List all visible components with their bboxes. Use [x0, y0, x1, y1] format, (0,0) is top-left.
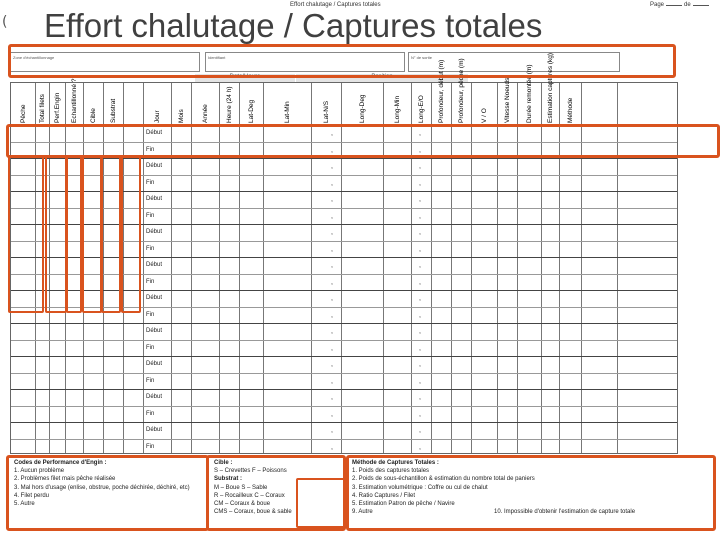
highlight-col-echant [82, 155, 102, 313]
legend-item: CMS – Coraux, boue & sable [214, 509, 292, 516]
legend-substrat-title: Substrat : [214, 476, 243, 483]
decimal-separator: , [331, 278, 333, 286]
decimal-separator: , [419, 427, 421, 434]
highlight-col-substrat [121, 155, 141, 313]
decimal-separator: , [331, 344, 333, 352]
column-header: Méthode [566, 97, 574, 123]
column-header: Profondeur, début (m) [437, 59, 445, 123]
row-label: Fin [146, 344, 155, 351]
group-header-date: Date/Heure [195, 74, 295, 82]
row-label: Début [146, 229, 163, 235]
slide-title: Effort chalutage / Captures totales [44, 7, 543, 44]
decimal-separator: , [419, 295, 421, 302]
column-header: Durée remontée (m) [525, 64, 533, 123]
highlight-substrat-detail [296, 478, 348, 528]
row-label: Fin [146, 179, 155, 186]
row-label: Fin [146, 278, 155, 285]
highlight-col-cible [101, 155, 121, 313]
grid-row-line [11, 323, 677, 324]
decimal-separator: , [419, 410, 421, 418]
row-label: Début [146, 328, 163, 334]
info-label: Zone d'échantillonnage [13, 55, 55, 60]
decimal-separator: , [419, 344, 421, 352]
page-blank[interactable] [666, 5, 682, 6]
row-label: Fin [146, 146, 155, 153]
decimal-separator: , [331, 443, 333, 451]
legend-item: 5. Autre [14, 501, 35, 508]
decimal-separator: , [419, 163, 421, 170]
highlight-info-row [8, 44, 676, 78]
grid-row-line [11, 389, 677, 390]
legend-item: 4. Filet perdu [14, 492, 50, 499]
grid-row-line [11, 356, 677, 357]
decimal-separator: , [331, 361, 333, 368]
row-label: Fin [146, 377, 155, 384]
decimal-separator: , [419, 196, 421, 203]
form-header: Effort chalutage / Captures totales [290, 2, 381, 8]
decimal-separator: , [419, 146, 421, 154]
highlight-first-trawl [6, 124, 720, 158]
decimal-separator: , [419, 130, 421, 137]
decimal-separator: , [331, 229, 333, 236]
decimal-separator: , [331, 377, 333, 385]
legend-item: 2. Problèmes filet mais pêche réalisée [14, 476, 116, 483]
legend-item: 4. Ratio Captures / Filet [352, 492, 416, 499]
decimal-separator: , [419, 179, 421, 187]
row-label: Fin [146, 311, 155, 318]
legend-item: R – Rocailleux C – Coraux [214, 492, 285, 499]
row-label: Début [146, 196, 163, 202]
highlight-col-perf [66, 155, 82, 313]
column-header: Estimation captures (kg) [546, 52, 554, 123]
column-header: Profondeur, pêche (m) [457, 58, 465, 123]
decimal-separator: , [419, 361, 421, 368]
decimal-separator: , [419, 311, 421, 319]
column-header: Long-Deg [358, 94, 366, 123]
decimal-separator: , [419, 328, 421, 335]
info-label: Identifiant [208, 55, 226, 60]
highlight-legend-perf [6, 455, 209, 531]
column-header: Année [201, 104, 209, 123]
page-word: Page [650, 2, 665, 8]
row-label: Fin [146, 245, 155, 252]
row-label: Fin [146, 410, 155, 417]
decimal-separator: , [331, 262, 333, 269]
legend-methode-title: Méthode de Captures Totales : [352, 460, 439, 466]
row-label: Début [146, 427, 163, 433]
info-label: N° de sortie [411, 55, 432, 60]
decimal-separator: , [331, 163, 333, 170]
column-header: Substrat [109, 98, 117, 123]
decimal-separator: , [331, 295, 333, 302]
decimal-separator: , [331, 427, 333, 434]
legend-item: 3. Estimation volumétrique : Coffre ou cul de chalut [352, 484, 488, 491]
decimal-separator: , [331, 196, 333, 203]
of-word: de [684, 2, 691, 8]
group-header-position: Position [296, 74, 468, 82]
column-header: Mois [177, 109, 185, 123]
legend-item: S – Crevettes F – Poissons [214, 468, 287, 475]
column-header: Perf.Engin [53, 92, 61, 123]
decimal-separator: , [419, 262, 421, 269]
highlight-col-filets [45, 155, 67, 313]
decimal-separator: , [331, 130, 333, 137]
decimal-separator: , [331, 410, 333, 418]
column-header: Lat-Deg [247, 99, 255, 123]
decimal-separator: , [419, 245, 421, 253]
decimal-separator: , [331, 311, 333, 319]
legend-cible-title: Cible : [214, 460, 233, 466]
row-label: Fin [146, 212, 155, 219]
legend-methode-item10: 10. Impossible d'obtenir l'estimation de capture totale [494, 509, 636, 515]
legend-item: CM – Coraux & boue [214, 501, 271, 508]
grid-row-line [11, 406, 677, 407]
row-label: Début [146, 130, 163, 136]
decimal-separator: , [331, 179, 333, 187]
legend-item: 5. Estimation Patron de pêche / Navire [352, 501, 455, 508]
left-margin-mark: ( [2, 14, 8, 30]
column-header: Heure (24 h) [225, 86, 233, 123]
column-header: Vitesse Noeuds [503, 77, 511, 123]
row-label: Début [146, 394, 163, 400]
column-header: Long-Min [393, 95, 401, 123]
legend-item: 2. Poids de sous-échantillon & estimation du nombre total de paniers [352, 476, 535, 483]
decimal-separator: , [419, 212, 421, 220]
column-header: Pêche [19, 104, 27, 123]
column-header: Jour [153, 110, 161, 123]
total-blank[interactable] [693, 5, 709, 6]
highlight-legend-methode [346, 455, 716, 531]
decimal-separator: , [331, 146, 333, 154]
decimal-separator: , [419, 229, 421, 236]
legend-item: 3. Mal hors d'usage (enlise, obstrue, poche déchirée, déchiré, etc) [14, 484, 190, 491]
legend-item: 1. Poids des captures totales [352, 468, 430, 475]
highlight-col-peche [8, 155, 44, 313]
column-header: Lat-Min [283, 101, 291, 123]
page-counter [650, 2, 711, 8]
grid-row-line [11, 340, 677, 341]
legend-item: 1. Aucun problème [14, 468, 65, 475]
column-header: Echantillonné ? [70, 78, 78, 123]
decimal-separator: , [419, 443, 421, 451]
row-label: Début [146, 361, 163, 367]
decimal-separator: , [331, 328, 333, 335]
row-label: Fin [146, 443, 155, 450]
grid-row-line [11, 422, 677, 423]
column-header: Total filets [38, 94, 46, 123]
legend-performance-title: Codes de Performance d'Engin : [14, 460, 107, 466]
legend-item: 9. Autre [352, 509, 373, 516]
legend-item: M – Boue S – Sable [214, 484, 268, 491]
column-header: Lat-N/S [322, 100, 330, 123]
grid-row-line [11, 373, 677, 374]
grid-row-line [11, 439, 677, 440]
decimal-separator: , [419, 394, 421, 401]
decimal-separator: , [419, 278, 421, 286]
row-label: Début [146, 262, 163, 268]
column-header: V / O [480, 108, 488, 123]
row-label: Début [146, 295, 163, 301]
column-header: Cible [89, 108, 97, 123]
decimal-separator: , [331, 245, 333, 253]
row-label: Début [146, 163, 163, 169]
decimal-separator: , [331, 394, 333, 401]
decimal-separator: , [331, 212, 333, 220]
column-header: Long-E/O [417, 95, 425, 123]
decimal-separator: , [419, 377, 421, 385]
